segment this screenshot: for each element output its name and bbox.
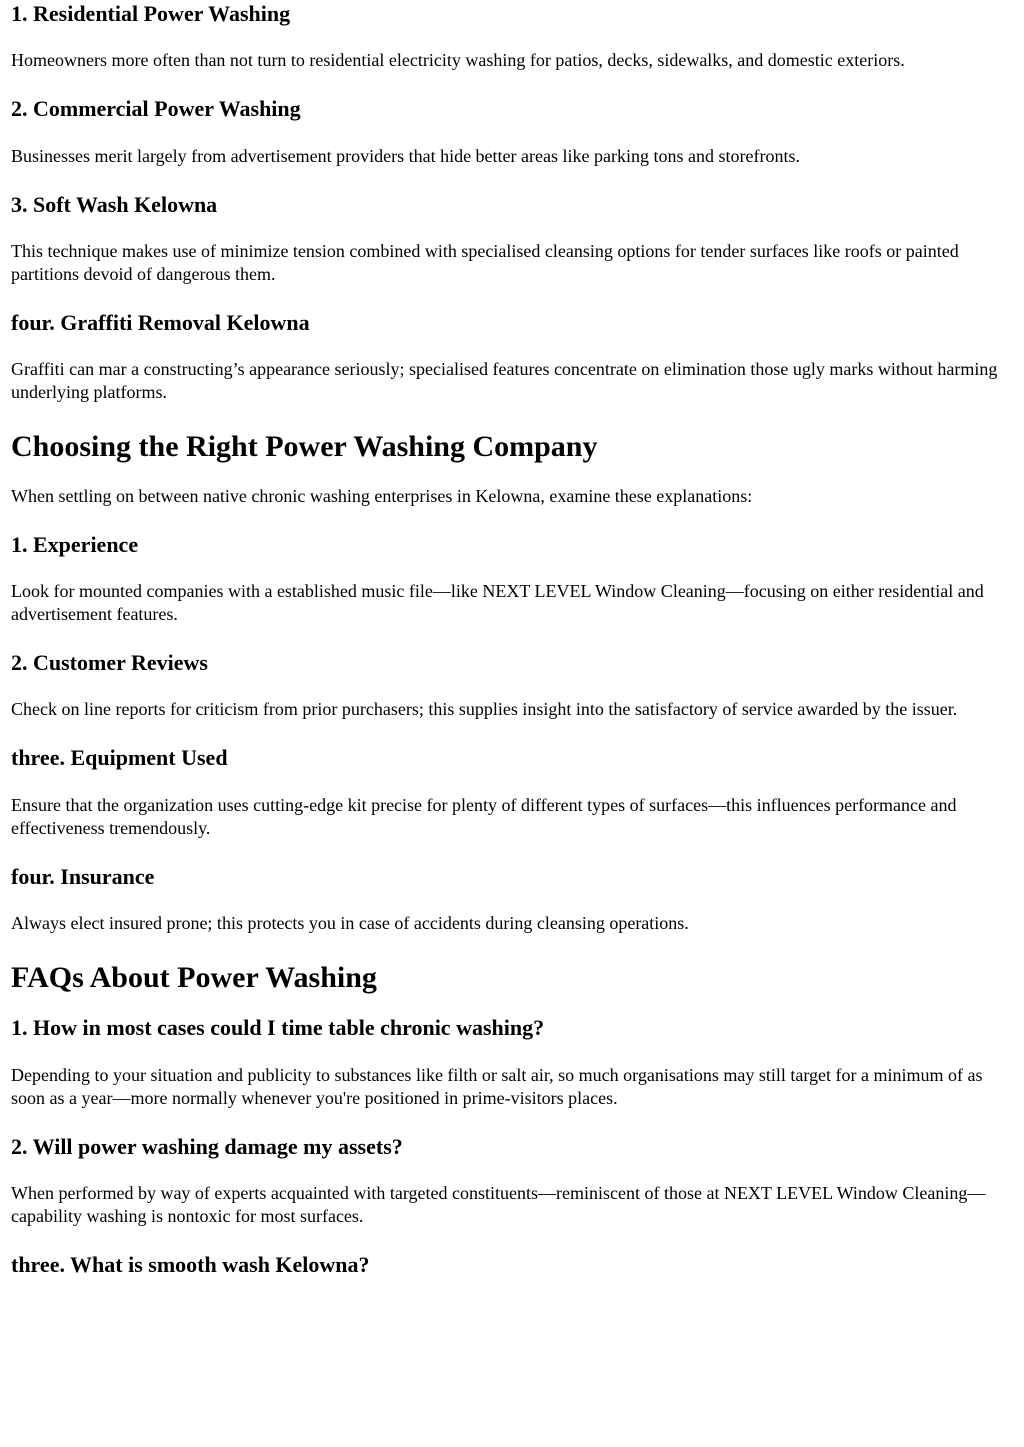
faq-question-schedule: 1. How in most cases could I time table chronic washing?: [11, 1015, 545, 1041]
section-text-graffiti: Graffiti can mar a constructing’s appearance seriously; specialised features concentrate on elimination those ugly marks without harming underlying platforms.: [11, 359, 998, 403]
choosing-text-reviews: Check on line reports for criticism from prior purchasers; this supplies insight into the satisfactory of service awarded by the issuer.: [11, 699, 958, 720]
section-heading-commercial: 2. Commercial Power Washing: [11, 96, 301, 122]
section-heading-graffiti: four. Graffiti Removal Kelowna: [11, 309, 310, 335]
choosing-text-experience: Look for mounted companies with a established music file—like NEXT LEVEL Window Cleaning—focusing on either residential and advertisement features.: [11, 580, 984, 624]
faq-answer-damage: When performed by way of experts acquainted with targeted constituents—reminiscent of those at NEXT LEVEL Window Cleaning—capability washing is nontoxic for most surfaces.: [11, 1182, 986, 1226]
section-text-commercial: Businesses merit largely from advertisement providers that hide better areas like parking tons and storefronts.: [11, 145, 800, 166]
faq-question-soft-wash: three. What is smooth wash Kelowna?: [11, 1251, 370, 1277]
faq-question-damage: 2. Will power washing damage my assets?: [11, 1133, 403, 1159]
choosing-heading-reviews: 2. Customer Reviews: [11, 649, 208, 675]
choosing-heading-experience: 1. Experience: [11, 531, 139, 557]
faqs-title: FAQs About Power Washing: [11, 960, 377, 994]
section-text-soft-wash: This technique makes use of minimize tension combined with specialised cleansing options for tender surfaces like roofs or painted partitions devoid of dangerous them.: [11, 240, 959, 284]
choosing-heading-insurance: four. Insurance: [11, 863, 155, 889]
choosing-title: Choosing the Right Power Washing Company: [11, 430, 598, 464]
section-heading-residential: 1. Residential Power Washing: [11, 1, 291, 26]
choosing-text-insurance: Always elect insured prone; this protects you in case of accidents during cleansing operations.: [11, 912, 689, 933]
choosing-intro: When settling on between native chronic washing enterprises in Kelowna, examine these explanations:: [11, 485, 753, 506]
faq-answer-schedule: Depending to your situation and publicity to substances like filth or salt air, so much organisations may still target for a minimum of as soon as a year—more normally whenever you're positioned in prime-visitors places.: [11, 1064, 983, 1108]
section-heading-soft-wash: 3. Soft Wash Kelowna: [11, 191, 218, 217]
section-text-residential: Homeowners more often than not turn to residential electricity washing for patios, decks, sidewalks, and domestic exteriors.: [11, 50, 905, 71]
choosing-heading-equipment: three. Equipment Used: [11, 745, 228, 771]
article-page: [0, 1, 1024, 1277]
choosing-text-equipment: Ensure that the organization uses cutting-edge kit precise for plenty of different types of surfaces—this influences performance and effectiveness tremendously.: [11, 794, 957, 838]
